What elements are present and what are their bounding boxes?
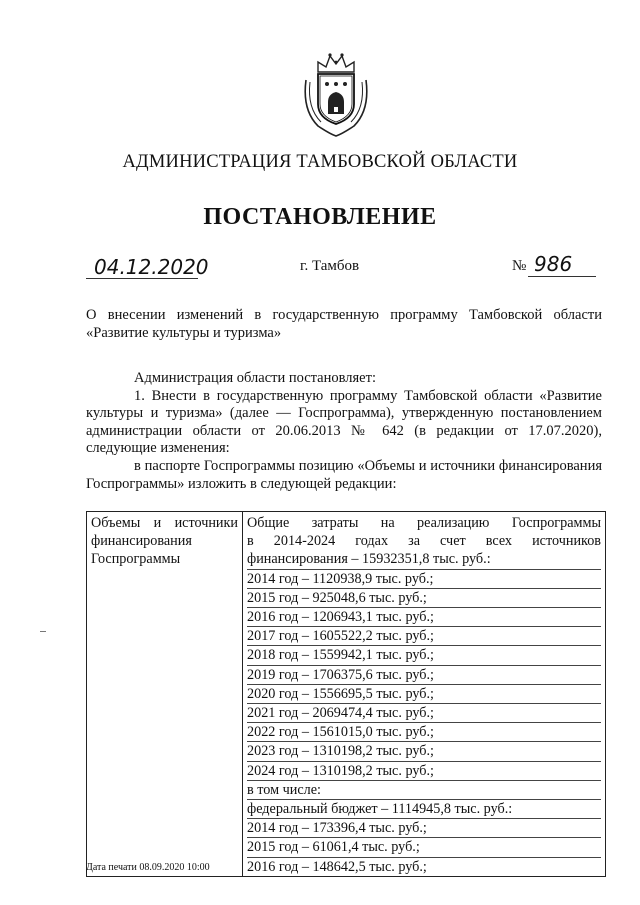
list-item: 2021 год – 2069474,4 тыс. руб.;: [247, 704, 601, 723]
intro-line-1: Общие затраты на реализацию Госпрограммы: [247, 515, 601, 531]
body-paragraph-1: Администрация области постановляет:: [134, 370, 376, 386]
city-name: г. Тамбов: [300, 258, 360, 274]
financing-table: [86, 511, 606, 877]
handwritten-date: 04.12.2020: [94, 255, 209, 279]
list-item: 2016 год – 148642,5 тыс. руб.;: [247, 858, 427, 875]
document-body: [86, 370, 602, 493]
list-item: 2014 год – 173396,4 тыс. руб.;: [247, 819, 601, 838]
list-item: 2014 год – 1120938,9 тыс. руб.;: [247, 570, 601, 589]
margin-mark: [40, 631, 46, 632]
list-item: 2015 год – 61061,4 тыс. руб.;: [247, 838, 601, 857]
list-item: 2023 год – 1310198,2 тыс. руб.;: [247, 742, 601, 761]
document-subject: [86, 306, 602, 342]
body-paragraph-2: 1. Внести в государственную программу Тамбовской области «Развитие культуры и туризма» (далее — Госпрограмма), утвержденную постановлением администрации области от 20.06.2013 № 642 (в редакции от 17.07.2020), следующие изменения:: [86, 387, 602, 457]
subject-line-1: О внесении изменений в государственную программу Тамбовской области: [86, 307, 602, 323]
list-item: 2024 год – 1310198,2 тыс. руб.;: [247, 762, 601, 781]
list-item: 2022 год – 1561015,0 тыс. руб.;: [247, 723, 601, 742]
federal-budget-line: федеральный бюджет – 1114945,8 тыс. руб.:: [247, 800, 601, 819]
subject-line-2: «Развитие культуры и туризма»: [86, 325, 282, 341]
intro-line-2: в 2014-2024 годах за счет всех источников: [247, 533, 601, 550]
including-label: в том числе:: [247, 781, 601, 800]
intro-line-3: финансирования – 15932351,8 тыс. руб.:: [247, 550, 601, 569]
list-item: 2020 год – 1556695,5 тыс. руб.;: [247, 685, 601, 704]
date-underline: [86, 278, 198, 279]
list-item: 2016 год – 1206943,1 тыс. руб.;: [247, 608, 601, 627]
list-item: 2018 год – 1559942,1 тыс. руб.;: [247, 646, 601, 665]
body-paragraph-3: в паспорте Госпрограммы позицию «Объемы и источники финансирования Госпрограммы» изложить в следующей редакции:: [86, 457, 602, 492]
list-item: 2015 год – 925048,6 тыс. руб.;: [247, 589, 601, 608]
table-left-cell: [87, 512, 243, 877]
list-item: 2019 год – 1706375,6 тыс. руб.;: [247, 666, 601, 685]
print-date: Дата печати 08.09.2020 10:00: [86, 862, 210, 873]
document-type-title: ПОСТАНОВЛЕНИЕ: [203, 204, 437, 230]
number-underline: [528, 276, 596, 277]
left-cell-text: Объемы и источники финансирования Госпрограммы: [91, 515, 238, 568]
table-right-cell: [243, 512, 606, 877]
table-row: [87, 512, 606, 877]
organization-name: АДМИНИСТРАЦИЯ ТАМБОВСКОЙ ОБЛАСТИ: [122, 152, 518, 172]
number-label: №: [512, 258, 527, 274]
coat-of-arms-emblem: [296, 50, 376, 138]
handwritten-number: 986: [534, 252, 573, 276]
list-item: 2017 год – 1605522,2 тыс. руб.;: [247, 627, 601, 646]
